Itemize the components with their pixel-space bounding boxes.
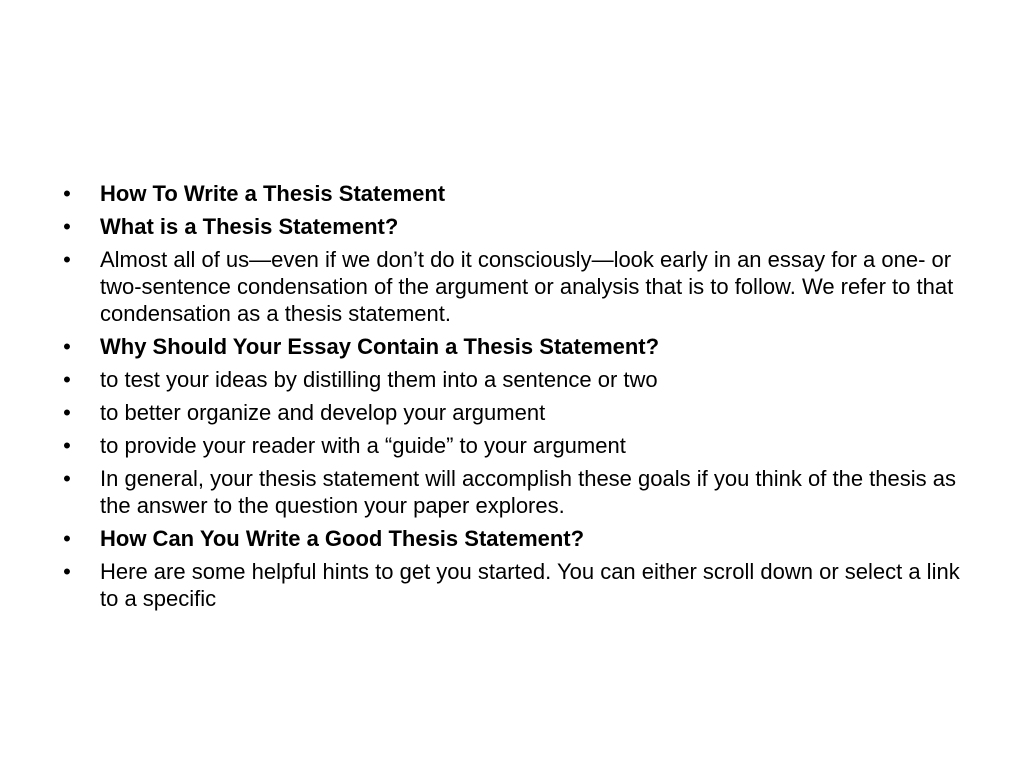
in-general-text: In general, your thesis statement will accomplish these goals if you think of the thesis as the answer to the question your paper explores. xyxy=(100,466,956,518)
bullet-item-why-should xyxy=(60,333,970,360)
bullet-item-what-is xyxy=(60,213,970,240)
bullet-icon: • xyxy=(63,181,71,206)
bullet-icon: • xyxy=(63,247,71,272)
bullet-item-organize xyxy=(60,399,970,426)
bullet-item-test-ideas xyxy=(60,366,970,393)
bullet-item-definition xyxy=(60,246,970,327)
bullet-item-how-to-write xyxy=(60,180,970,207)
bullet-icon: • xyxy=(63,433,71,458)
bullet-icon: • xyxy=(63,367,71,392)
bullet-icon: • xyxy=(63,526,71,551)
heading-how-to-write: How To Write a Thesis Statement xyxy=(100,181,446,206)
heading-what-is: What is a Thesis Statement? xyxy=(100,214,399,239)
bullet-list xyxy=(60,180,970,618)
bullet-icon: • xyxy=(63,334,71,359)
reason-organize: to better organize and develop your argument xyxy=(100,400,546,425)
bullet-icon: • xyxy=(63,466,71,491)
reason-guide: to provide your reader with a “guide” to your argument xyxy=(100,433,626,458)
bullet-icon: • xyxy=(63,559,71,584)
bullet-icon: • xyxy=(63,400,71,425)
bullet-item-hints xyxy=(60,558,970,612)
heading-why-should: Why Should Your Essay Contain a Thesis Statement? xyxy=(100,334,660,359)
bullet-item-how-can xyxy=(60,525,970,552)
reason-test-ideas: to test your ideas by distilling them into a sentence or two xyxy=(100,367,658,392)
bullet-item-guide xyxy=(60,432,970,459)
hints-text: Here are some helpful hints to get you started. You can either scroll down or select a link to a specific xyxy=(100,559,960,611)
heading-how-can: How Can You Write a Good Thesis Statement? xyxy=(100,526,585,551)
definition-text: Almost all of us—even if we don’t do it consciously—look early in an essay for a one- or two-sentence condensation of the argument or analysis that is to follow. We refer to that condensation as a thesis statement. xyxy=(100,247,954,326)
bullet-item-in-general xyxy=(60,465,970,519)
bullet-icon: • xyxy=(63,214,71,239)
